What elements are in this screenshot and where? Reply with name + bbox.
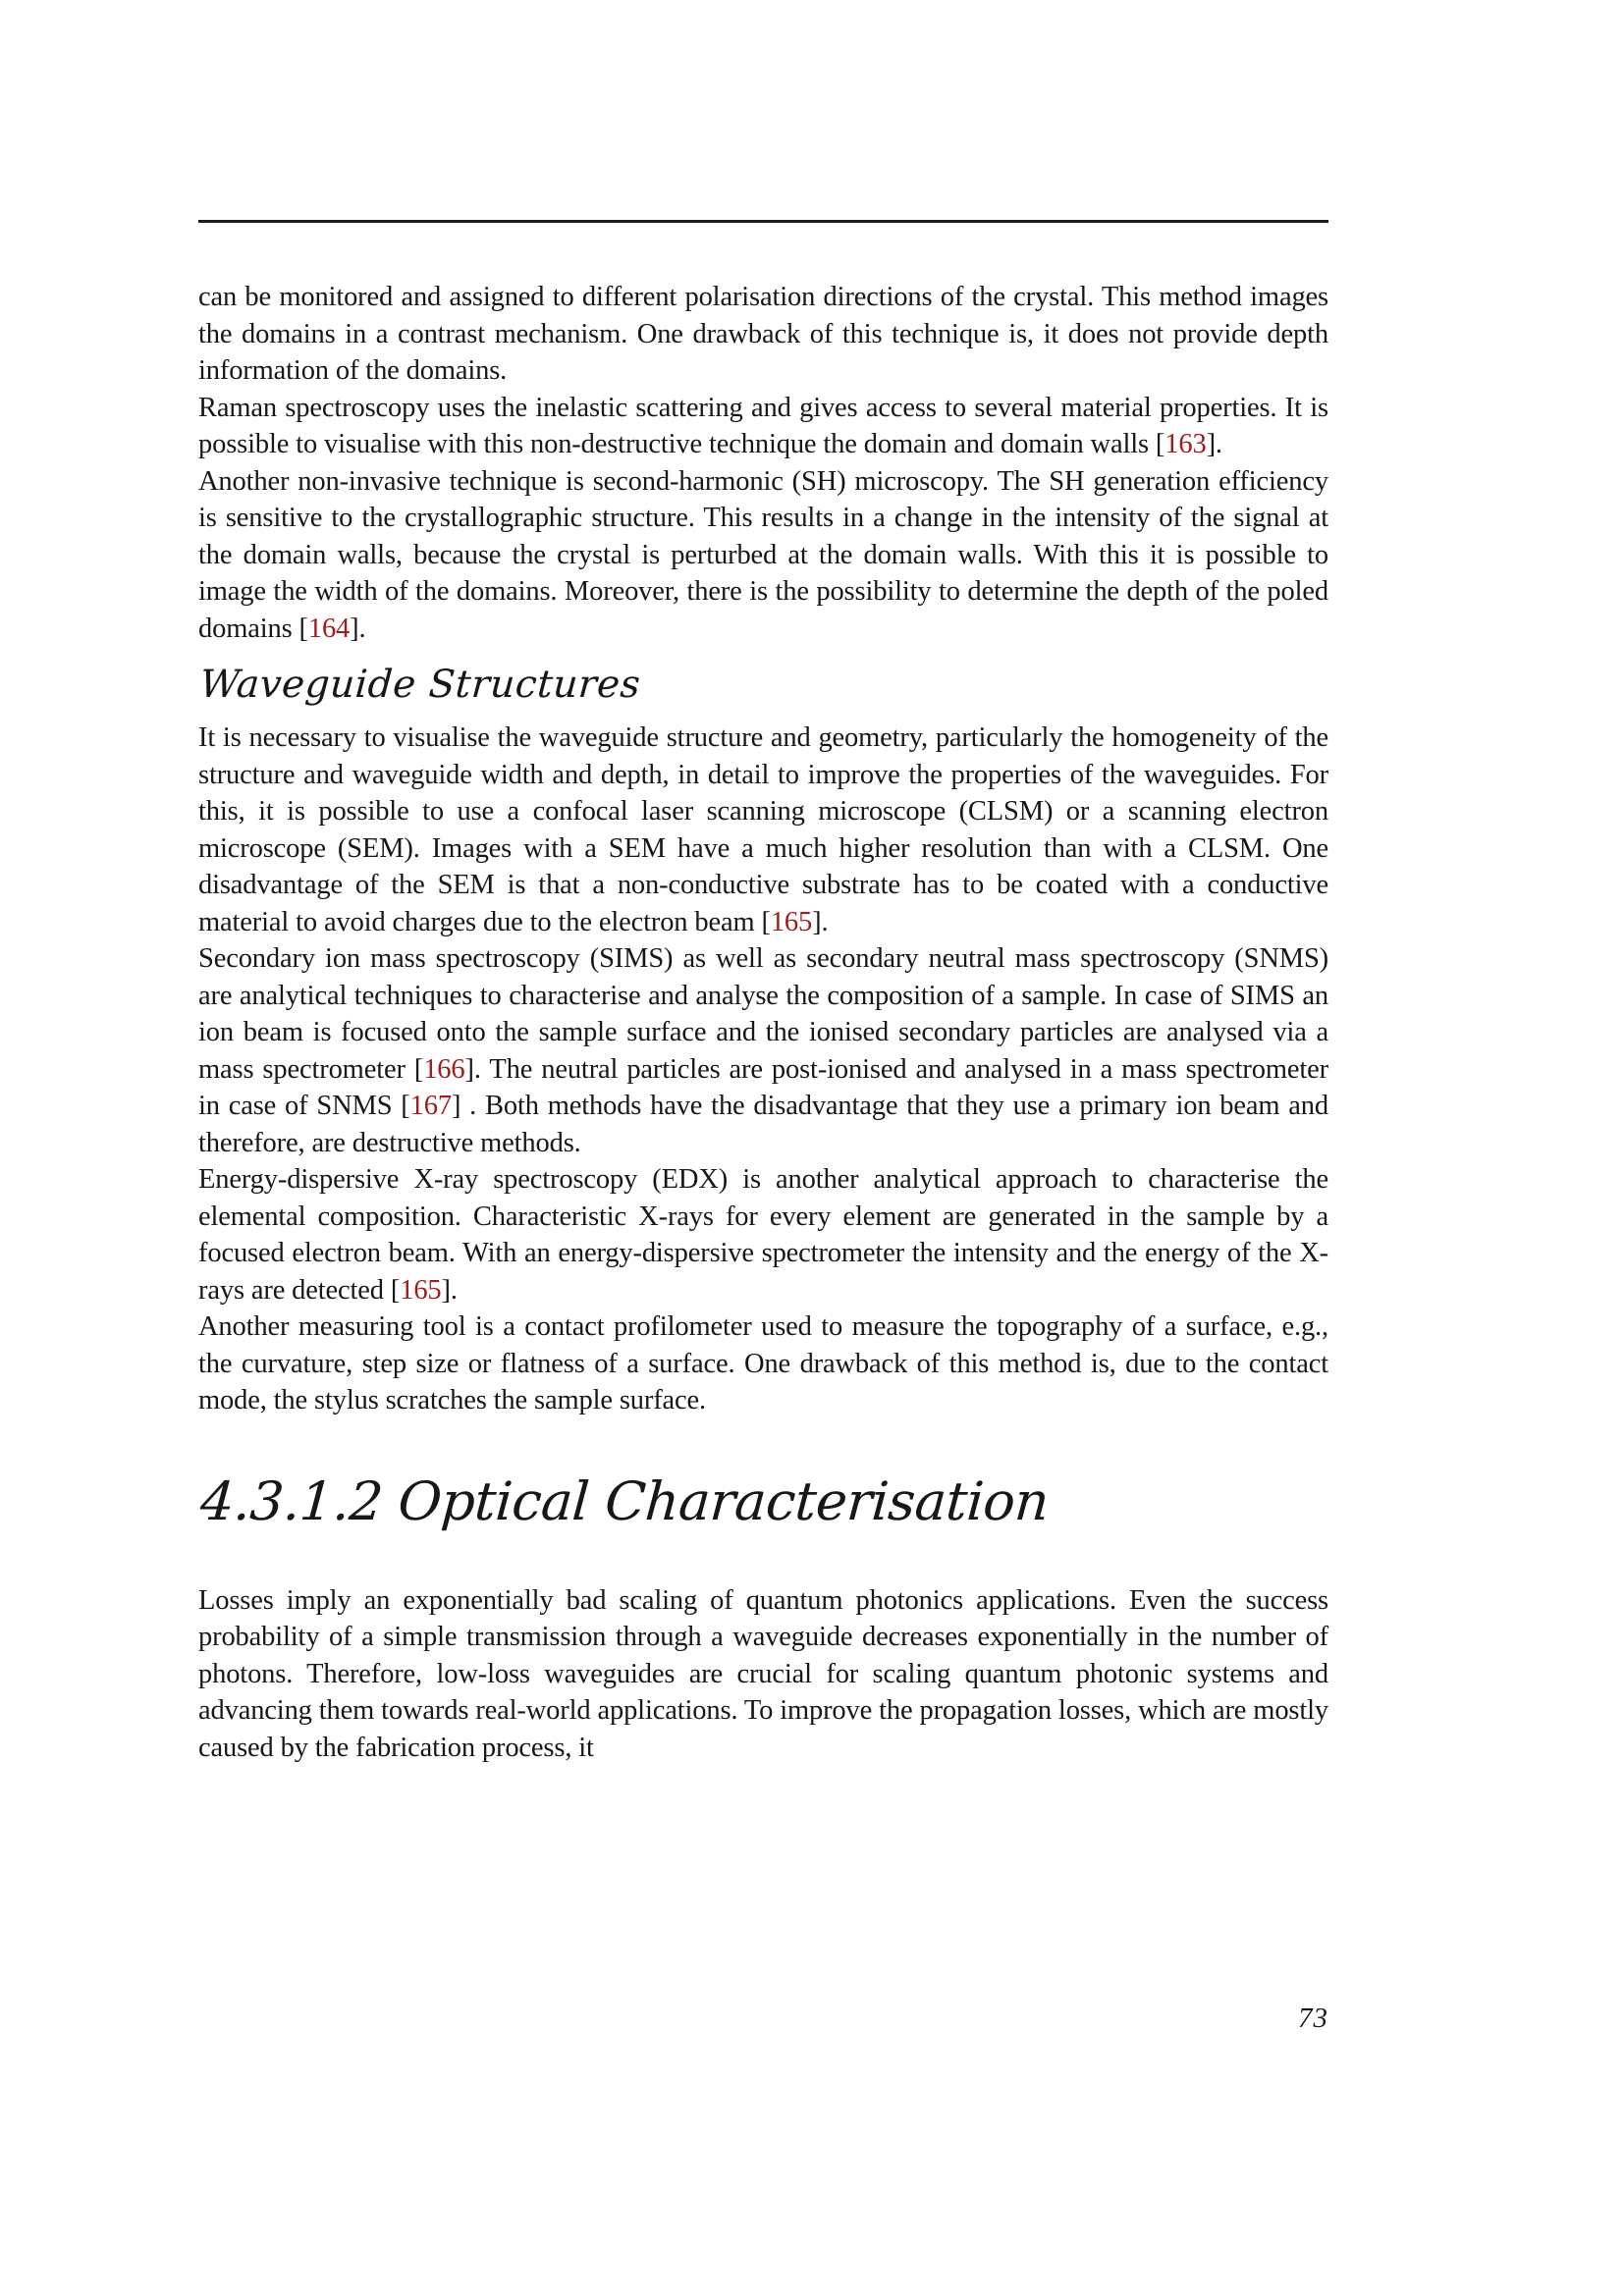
text-run: ]. — [812, 906, 829, 937]
text-run: Raman spectroscopy uses the inelastic scattering and gives access to several material properties. It is possible to visualise with this non-destructive technique the domain and domain walls [ — [198, 392, 1328, 459]
text-run: Another measuring tool is a contact profilometer used to measure the topography of a surface, e.g., the curvature, step size or flatness of a surface. One drawback of this method is, due to the contact mode, the stylus scratches the sample surface. — [198, 1311, 1328, 1415]
body-paragraph — [198, 1308, 1328, 1419]
body-paragraph — [198, 390, 1328, 463]
text-run: It is necessary to visualise the waveguide structure and geometry, particularly the homogeneity of the structure and waveguide width and depth, in detail to improve the properties of the waveguides. For this, it is possible to use a confocal laser scanning microscope (CLSM) or a scanning electron microscope (SEM). Images with a SEM have a much higher resolution than with a CLSM. One disadvantage of the SEM is that a non-conductive substrate has to be coated with a conductive material to avoid charges due to the electron beam [ — [198, 722, 1328, 937]
text-run: ]. — [441, 1274, 458, 1306]
citation-ref[interactable]: 165 — [770, 906, 813, 937]
text-run: can be monitored and assigned to different polarisation directions of the crystal. This method images the domains in a contrast mechanism. One drawback of this technique is, it does not provide depth information of the domains. — [198, 282, 1328, 386]
text-run: Another non-invasive technique is second-harmonic (SH) microscopy. The SH generation efficiency is sensitive to the crystallographic structure. This results in a change in the intensity of the signal at the domain walls, because the crystal is perturbed at the domain walls. With this it is possible to image the width of the domains. Moreover, there is the possibility to determine the depth of the poled domains [ — [198, 465, 1328, 644]
citation-ref[interactable]: 165 — [400, 1274, 442, 1306]
page-number: 73 — [1298, 2002, 1328, 2034]
text-run: ]. The neutral particles are post-ionised and analysed in a mass spectrometer in case of SNMS [ — [198, 1053, 1328, 1121]
text-run: Secondary ion mass spectroscopy (SIMS) as well as secondary neutral mass spectroscopy (SNMS) are analytical techniques to characterise and analyse the composition of a sample. In case of SIMS an ion beam is focused onto the sample surface and the ionised secondary particles are analysed via a mass spectrometer [ — [198, 943, 1328, 1085]
text-run: ]. — [1206, 429, 1222, 459]
body-paragraph — [198, 463, 1328, 648]
header-rule — [198, 220, 1328, 223]
paragraph-group-mid — [198, 720, 1328, 1419]
text-run: Energy-dispersive X-ray spectroscopy (EDX) is another analytical approach to characterise the elemental composition. Characteristic X-rays for every element are generated in the sample by a focused electron beam. With an energy-dispersive spectrometer the intensity and the energy of the X-rays are detected [ — [198, 1164, 1328, 1306]
section-heading — [198, 1470, 1332, 1533]
paragraph-group-top — [198, 279, 1328, 647]
text-run: ]. — [350, 613, 366, 644]
body-paragraph — [198, 1161, 1328, 1308]
citation-ref[interactable]: 167 — [409, 1091, 452, 1121]
subheading-waveguide-structures: Waveguide Structures — [198, 663, 642, 707]
body-paragraph — [198, 279, 1328, 390]
citation-ref[interactable]: 164 — [307, 613, 351, 644]
body-paragraph — [198, 720, 1328, 940]
citation-ref[interactable]: 166 — [423, 1053, 465, 1085]
text-run: ] . Both methods have the disadvantage that they use a primary ion beam and therefore, are destructive methods. — [198, 1091, 1329, 1158]
citation-ref[interactable]: 163 — [1164, 429, 1207, 459]
text-run: Losses imply an exponentially bad scaling of quantum photonics applications. Even the success probability of a simple transmission through a waveguide decreases exponentially in the number of photons. Therefore, low-loss waveguides are crucial for scaling quantum photonic systems and advancing them towards real-world applications. To improve the propagation losses, which are mostly caused by the fabrication process, it — [198, 1584, 1328, 1763]
body-paragraph — [198, 1582, 1328, 1767]
paragraph-group-bottom — [198, 1582, 1328, 1767]
section-heading-title: Optical Characterisation — [396, 1469, 1052, 1532]
body-text — [198, 279, 1328, 1766]
body-paragraph — [198, 940, 1328, 1161]
section-heading-number: 4.3.1.2 — [198, 1469, 385, 1532]
